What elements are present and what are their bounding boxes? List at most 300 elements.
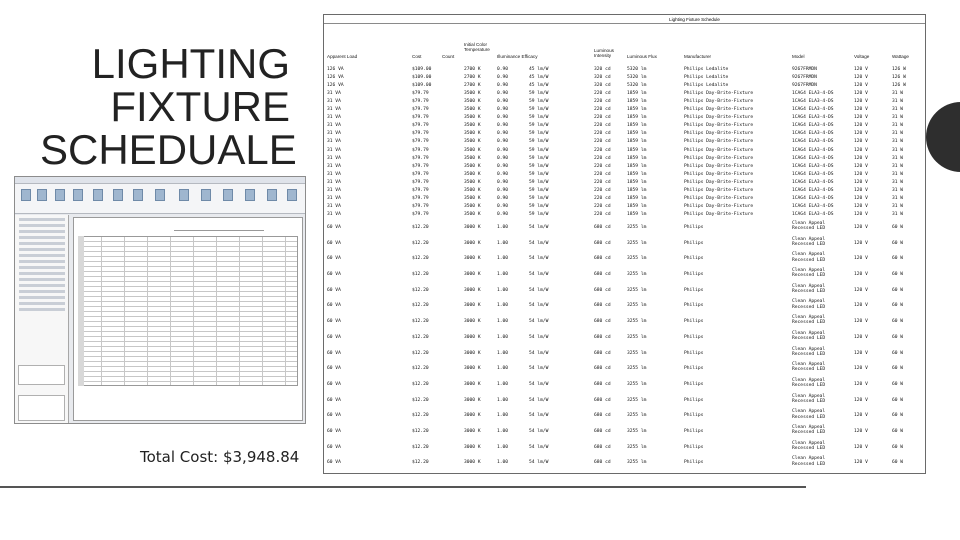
cell-lamp-factor: 1.00 <box>497 460 509 466</box>
cell-manufacturer: Philips Day-Brite-Fixture <box>684 203 754 209</box>
cell-luminous-intensity: 680 cd <box>594 429 611 435</box>
cell-voltage: 120 V <box>854 139 868 145</box>
cell-cost: $12.20 <box>412 224 429 230</box>
cell-cost: $12.20 <box>412 444 429 450</box>
cell-voltage: 120 V <box>854 67 868 72</box>
cell-model: Clean Appeal Recessed LED <box>792 409 826 420</box>
cell-luminous-intensity: 680 cd <box>594 303 611 309</box>
cell-apparent-load: 31 VA <box>327 171 341 177</box>
cell-luminous-intensity: 220 cd <box>594 187 611 193</box>
table-row <box>324 187 924 195</box>
cell-illuminance-efficacy: 59 lm/W <box>529 211 549 217</box>
cell-wattage: 60 W <box>892 334 904 340</box>
cell-luminous-flux: 3255 lm <box>627 240 647 246</box>
cell-luminous-flux: 3255 lm <box>627 429 647 435</box>
cell-cost: $79.79 <box>412 179 429 185</box>
cell-color-temperature: 3000 K <box>464 334 481 340</box>
table-row <box>324 195 924 203</box>
cell-voltage: 120 V <box>854 195 868 201</box>
cell-color-temperature: 3500 K <box>464 163 481 169</box>
cell-cost: $12.20 <box>412 460 429 466</box>
cell-color-temperature: 3500 K <box>464 99 481 105</box>
cell-lamp-factor: 0.90 <box>497 179 509 185</box>
cell-manufacturer: Philips Day-Brite-Fixture <box>684 163 754 169</box>
cell-voltage: 120 V <box>854 350 868 356</box>
cell-apparent-load: 31 VA <box>327 123 341 129</box>
cell-lamp-factor: 0.90 <box>497 67 509 72</box>
cell-manufacturer: Philips <box>684 287 704 293</box>
cell-apparent-load: 60 VA <box>327 350 341 356</box>
cell-manufacturer: Philips Day-Brite-Fixture <box>684 131 754 137</box>
cell-lamp-factor: 0.90 <box>497 83 509 89</box>
cell-luminous-intensity: 680 cd <box>594 224 611 230</box>
cell-manufacturer: Philips Day-Brite-Fixture <box>684 171 754 177</box>
cell-voltage: 120 V <box>854 287 868 293</box>
cell-illuminance-efficacy: 54 lm/W <box>529 381 549 387</box>
cell-manufacturer: Philips Day-Brite-Fixture <box>684 139 754 145</box>
cell-illuminance-efficacy: 59 lm/W <box>529 99 549 105</box>
cell-illuminance-efficacy: 59 lm/W <box>529 163 549 169</box>
cell-wattage: 31 W <box>892 155 904 161</box>
cell-luminous-flux: 3255 lm <box>627 350 647 356</box>
cell-color-temperature: 3000 K <box>464 319 481 325</box>
cell-model: 9267FRMDN <box>792 75 817 81</box>
cell-manufacturer: Philips <box>684 319 704 325</box>
cell-illuminance-efficacy: 59 lm/W <box>529 115 549 121</box>
cell-luminous-intensity: 320 cd <box>594 75 611 81</box>
cell-model: Clean Appeal Recessed LED <box>792 440 826 451</box>
cell-color-temperature: 3000 K <box>464 256 481 262</box>
cell-voltage: 120 V <box>854 163 868 169</box>
cell-model: 1CAG4 ELA3-4-DS <box>792 123 834 129</box>
table-row <box>324 360 924 376</box>
cell-lamp-factor: 0.90 <box>497 91 509 97</box>
cell-lamp-factor: 0.90 <box>497 75 509 81</box>
cell-voltage: 120 V <box>854 444 868 450</box>
cell-model: Clean Appeal Recessed LED <box>792 377 826 389</box>
revit-titlebar <box>15 177 305 184</box>
cell-voltage: 120 V <box>854 91 868 97</box>
cell-apparent-load: 60 VA <box>327 381 341 387</box>
table-row <box>324 439 924 455</box>
cell-cost: $12.20 <box>412 256 429 262</box>
cell-color-temperature: 3500 K <box>464 115 481 121</box>
cell-model: 9267FRMDN <box>792 67 817 72</box>
cell-apparent-load: 60 VA <box>327 397 341 403</box>
cell-wattage: 31 W <box>892 131 904 137</box>
cell-color-temperature: 3000 K <box>464 303 481 309</box>
table-row <box>324 155 924 163</box>
cell-voltage: 120 V <box>854 366 868 372</box>
revit-schedule-view <box>73 217 303 421</box>
bottom-divider <box>0 486 806 488</box>
table-row <box>324 211 924 219</box>
cell-voltage: 120 V <box>854 319 868 325</box>
revit-row-header <box>78 236 84 386</box>
cell-color-temperature: 3500 K <box>464 171 481 177</box>
cell-luminous-flux: 5320 lm <box>627 67 647 72</box>
cell-illuminance-efficacy: 45 lm/W <box>529 75 549 81</box>
cell-manufacturer: Philips Day-Brite-Fixture <box>684 91 754 97</box>
cell-apparent-load: 60 VA <box>327 319 341 325</box>
header-manufacturer: Manufacturer <box>684 54 712 59</box>
cell-color-temperature: 3000 K <box>464 444 481 450</box>
cell-voltage: 120 V <box>854 147 868 153</box>
cell-illuminance-efficacy: 59 lm/W <box>529 187 549 193</box>
cell-manufacturer: Philips <box>684 381 704 387</box>
cell-cost: $79.79 <box>412 187 429 193</box>
cell-cost: $79.79 <box>412 91 429 97</box>
header-color-temperature: Initial Color Temperature <box>464 42 490 53</box>
cell-manufacturer: Philips <box>684 444 704 450</box>
cell-model: Clean Appeal Recessed LED <box>792 393 826 404</box>
cell-lamp-factor: 0.90 <box>497 171 509 177</box>
cell-manufacturer: Philips Day-Brite-Fixture <box>684 147 754 153</box>
cell-luminous-intensity: 680 cd <box>594 256 611 262</box>
cell-color-temperature: 3000 K <box>464 413 481 419</box>
cell-manufacturer: Philips <box>684 397 704 403</box>
cell-wattage: 60 W <box>892 444 904 450</box>
cell-luminous-intensity: 220 cd <box>594 179 611 185</box>
cell-luminous-intensity: 680 cd <box>594 272 611 278</box>
cell-cost: $79.79 <box>412 139 429 145</box>
cell-manufacturer: Philips <box>684 366 704 372</box>
slide-title <box>40 40 297 173</box>
cell-wattage: 31 W <box>892 123 904 129</box>
cell-illuminance-efficacy: 45 lm/W <box>529 83 549 89</box>
cell-apparent-load: 31 VA <box>327 155 341 161</box>
cell-manufacturer: Philips Day-Brite-Fixture <box>684 179 754 185</box>
cell-manufacturer: Philips <box>684 240 704 246</box>
cell-wattage: 126 W <box>892 67 906 72</box>
cell-voltage: 120 V <box>854 272 868 278</box>
cell-voltage: 120 V <box>854 171 868 177</box>
cell-wattage: 60 W <box>892 319 904 325</box>
table-row <box>324 313 924 329</box>
cell-lamp-factor: 1.00 <box>497 334 509 340</box>
cell-lamp-factor: 0.90 <box>497 115 509 121</box>
cell-luminous-flux: 1859 lm <box>627 91 647 97</box>
table-row <box>324 250 924 266</box>
cell-model: 1CAG4 ELA3-4-DS <box>792 91 834 97</box>
table-row <box>324 345 924 361</box>
table-row <box>324 138 924 146</box>
table-row <box>324 203 924 211</box>
cell-wattage: 31 W <box>892 91 904 97</box>
cell-apparent-load: 31 VA <box>327 115 341 121</box>
cell-luminous-flux: 3255 lm <box>627 287 647 293</box>
cell-model: Clean Appeal Recessed LED <box>792 330 826 342</box>
cell-lamp-factor: 1.00 <box>497 224 509 230</box>
cell-apparent-load: 60 VA <box>327 240 341 246</box>
cell-wattage: 31 W <box>892 115 904 121</box>
cell-lamp-factor: 0.90 <box>497 139 509 145</box>
cell-color-temperature: 2700 K <box>464 67 481 72</box>
cell-color-temperature: 3000 K <box>464 224 481 230</box>
cell-voltage: 120 V <box>854 155 868 161</box>
cell-luminous-flux: 1859 lm <box>627 187 647 193</box>
table-row <box>324 171 924 179</box>
cell-model: Clean Appeal Recessed LED <box>792 299 826 310</box>
cell-lamp-factor: 0.90 <box>497 107 509 113</box>
cell-manufacturer: Philips Day-Brite-Fixture <box>684 211 754 217</box>
cell-color-temperature: 3500 K <box>464 187 481 193</box>
cell-color-temperature: 3500 K <box>464 155 481 161</box>
header-count: Count <box>442 54 455 59</box>
cell-luminous-intensity: 680 cd <box>594 319 611 325</box>
cell-apparent-load: 60 VA <box>327 444 341 450</box>
cell-lamp-factor: 0.90 <box>497 187 509 193</box>
cell-lamp-factor: 0.90 <box>497 131 509 137</box>
cell-cost: $12.20 <box>412 287 429 293</box>
table-row <box>324 235 924 251</box>
cell-model: Clean Appeal Recessed LED <box>792 362 826 373</box>
cell-color-temperature: 2700 K <box>464 75 481 81</box>
cell-color-temperature: 3500 K <box>464 139 481 145</box>
cell-illuminance-efficacy: 59 lm/W <box>529 91 549 97</box>
cell-luminous-flux: 1859 lm <box>627 211 647 217</box>
cell-luminous-intensity: 220 cd <box>594 139 611 145</box>
cell-color-temperature: 3000 K <box>464 460 481 466</box>
cell-apparent-load: 60 VA <box>327 256 341 262</box>
cell-voltage: 120 V <box>854 429 868 435</box>
cell-wattage: 60 W <box>892 381 904 387</box>
table-row <box>324 423 924 439</box>
cell-model: Clean Appeal Recessed LED <box>792 220 826 232</box>
cell-lamp-factor: 0.90 <box>497 155 509 161</box>
cell-voltage: 120 V <box>854 413 868 419</box>
cell-lamp-factor: 1.00 <box>497 319 509 325</box>
cell-illuminance-efficacy: 54 lm/W <box>529 460 549 466</box>
table-row <box>324 163 924 171</box>
cell-model: Clean Appeal Recessed LED <box>792 283 826 294</box>
cell-illuminance-efficacy: 59 lm/W <box>529 131 549 137</box>
cell-color-temperature: 3000 K <box>464 381 481 387</box>
cell-manufacturer: Philips Day-Brite-Fixture <box>684 195 754 201</box>
cell-illuminance-efficacy: 54 lm/W <box>529 287 549 293</box>
cell-manufacturer: Philips <box>684 429 704 435</box>
cell-voltage: 120 V <box>854 83 868 89</box>
cell-cost: $79.79 <box>412 171 429 177</box>
cell-lamp-factor: 0.90 <box>497 123 509 129</box>
cell-manufacturer: Philips <box>684 413 704 419</box>
cell-manufacturer: Philips <box>684 256 704 262</box>
cell-manufacturer: Philips <box>684 350 704 356</box>
cell-illuminance-efficacy: 54 lm/W <box>529 240 549 246</box>
cell-voltage: 120 V <box>854 334 868 340</box>
cell-apparent-load: 31 VA <box>327 91 341 97</box>
cell-model: 1CAG4 ELA3-4-DS <box>792 155 834 161</box>
cell-luminous-flux: 3255 lm <box>627 366 647 372</box>
cell-color-temperature: 2700 K <box>464 83 481 89</box>
cell-illuminance-efficacy: 54 lm/W <box>529 272 549 278</box>
cell-manufacturer: Philips Day-Brite-Fixture <box>684 107 754 113</box>
cell-lamp-factor: 1.00 <box>497 287 509 293</box>
cell-wattage: 60 W <box>892 397 904 403</box>
cell-apparent-load: 60 VA <box>327 303 341 309</box>
cell-model: 1CAG4 ELA3-4-DS <box>792 171 834 177</box>
cell-cost: $79.79 <box>412 131 429 137</box>
cell-cost: $79.79 <box>412 211 429 217</box>
cell-voltage: 120 V <box>854 256 868 262</box>
cell-color-temperature: 3500 K <box>464 211 481 217</box>
table-row <box>324 130 924 138</box>
table-row <box>324 376 924 392</box>
revit-ribbon <box>15 184 305 214</box>
cell-luminous-intensity: 220 cd <box>594 91 611 97</box>
cell-lamp-factor: 0.90 <box>497 203 509 209</box>
cell-illuminance-efficacy: 54 lm/W <box>529 224 549 230</box>
cell-wattage: 60 W <box>892 460 904 466</box>
table-row <box>324 66 924 74</box>
header-luminous-intensity: Luminous Intensity <box>594 48 614 59</box>
header-voltage: Voltage <box>854 54 870 59</box>
cell-color-temperature: 3500 K <box>464 203 481 209</box>
cell-manufacturer: Philips Day-Brite-Fixture <box>684 123 754 129</box>
cell-illuminance-efficacy: 54 lm/W <box>529 334 549 340</box>
cell-color-temperature: 3500 K <box>464 147 481 153</box>
table-row <box>324 266 924 282</box>
cell-model: Clean Appeal Recessed LED <box>792 456 826 467</box>
cell-lamp-factor: 1.00 <box>497 303 509 309</box>
cell-voltage: 120 V <box>854 123 868 129</box>
lighting-fixture-schedule <box>323 14 926 474</box>
cell-manufacturer: Philips Day-Brite-Fixture <box>684 155 754 161</box>
cell-lamp-factor: 1.00 <box>497 444 509 450</box>
schedule-header <box>324 24 925 60</box>
cell-wattage: 31 W <box>892 139 904 145</box>
cell-model: Clean Appeal Recessed LED <box>792 346 826 357</box>
cell-voltage: 120 V <box>854 203 868 209</box>
cell-model: 1CAG4 ELA3-4-DS <box>792 107 834 113</box>
cell-wattage: 60 W <box>892 429 904 435</box>
cell-apparent-load: 126 VA <box>327 75 344 81</box>
cell-cost: $109.00 <box>412 75 432 81</box>
cell-illuminance-efficacy: 59 lm/W <box>529 147 549 153</box>
slide-title-line-3: SCHEDUALE <box>40 126 297 173</box>
cell-luminous-flux: 1859 lm <box>627 131 647 137</box>
cell-apparent-load: 60 VA <box>327 287 341 293</box>
header-model: Model <box>792 54 805 59</box>
cell-luminous-intensity: 220 cd <box>594 203 611 209</box>
table-row <box>324 98 924 106</box>
cell-wattage: 60 W <box>892 366 904 372</box>
cell-luminous-flux: 1859 lm <box>627 203 647 209</box>
cell-illuminance-efficacy: 59 lm/W <box>529 171 549 177</box>
cell-model: Clean Appeal Recessed LED <box>792 236 826 247</box>
header-apparent-load: Apparent Load <box>327 54 358 59</box>
header-luminous-flux: Luminous Flux <box>627 54 657 59</box>
cell-wattage: 60 W <box>892 287 904 293</box>
cell-luminous-intensity: 220 cd <box>594 155 611 161</box>
cell-wattage: 60 W <box>892 240 904 246</box>
cell-apparent-load: 31 VA <box>327 139 341 145</box>
table-row <box>324 282 924 298</box>
cell-lamp-factor: 0.90 <box>497 147 509 153</box>
cell-color-temperature: 3500 K <box>464 107 481 113</box>
cell-wattage: 31 W <box>892 203 904 209</box>
cell-illuminance-efficacy: 54 lm/W <box>529 319 549 325</box>
cell-luminous-flux: 1859 lm <box>627 147 647 153</box>
cell-model: 1CAG4 ELA3-4-DS <box>792 131 834 137</box>
cell-manufacturer: Philips Ledalite <box>684 67 729 72</box>
cell-luminous-flux: 3255 lm <box>627 303 647 309</box>
cell-model: 1CAG4 ELA3-4-DS <box>792 179 834 185</box>
cell-lamp-factor: 1.00 <box>497 350 509 356</box>
cell-apparent-load: 31 VA <box>327 195 341 201</box>
cell-model: Clean Appeal Recessed LED <box>792 425 826 436</box>
cell-wattage: 126 W <box>892 75 906 81</box>
cell-apparent-load: 60 VA <box>327 366 341 372</box>
revit-schedule-grid <box>78 236 298 386</box>
cell-apparent-load: 126 VA <box>327 67 344 72</box>
cell-luminous-flux: 3255 lm <box>627 381 647 387</box>
cell-luminous-intensity: 680 cd <box>594 413 611 419</box>
cell-illuminance-efficacy: 59 lm/W <box>529 107 549 113</box>
cell-luminous-intensity: 220 cd <box>594 123 611 129</box>
cell-wattage: 31 W <box>892 171 904 177</box>
cell-luminous-flux: 1859 lm <box>627 155 647 161</box>
cell-luminous-flux: 3255 lm <box>627 444 647 450</box>
cell-luminous-intensity: 220 cd <box>594 131 611 137</box>
cell-illuminance-efficacy: 54 lm/W <box>529 256 549 262</box>
cell-wattage: 31 W <box>892 99 904 105</box>
header-wattage: Wattage <box>892 54 909 59</box>
cell-luminous-intensity: 220 cd <box>594 99 611 105</box>
cell-illuminance-efficacy: 59 lm/W <box>529 195 549 201</box>
cell-manufacturer: Philips <box>684 334 704 340</box>
cell-model: 1CAG4 ELA3-4-DS <box>792 187 834 193</box>
cell-apparent-load: 31 VA <box>327 187 341 193</box>
cell-wattage: 60 W <box>892 413 904 419</box>
table-row <box>324 122 924 130</box>
cell-color-temperature: 3500 K <box>464 123 481 129</box>
slide-title-line-1: LIGHTING <box>91 40 290 87</box>
cell-illuminance-efficacy: 54 lm/W <box>529 397 549 403</box>
cell-cost: $12.20 <box>412 397 429 403</box>
cell-cost: $79.79 <box>412 203 429 209</box>
cell-wattage: 31 W <box>892 211 904 217</box>
cell-color-temperature: 3000 K <box>464 429 481 435</box>
cell-wattage: 31 W <box>892 195 904 201</box>
cell-color-temperature: 3000 K <box>464 397 481 403</box>
revit-project-browser <box>15 215 69 423</box>
cell-color-temperature: 3500 K <box>464 179 481 185</box>
cell-model: 1CAG4 ELA3-4-DS <box>792 139 834 145</box>
cell-voltage: 120 V <box>854 224 868 230</box>
cell-model: Clean Appeal Recessed LED <box>792 315 826 326</box>
cell-manufacturer: Philips <box>684 303 704 309</box>
cell-luminous-flux: 3255 lm <box>627 460 647 466</box>
cell-model: 1CAG4 ELA3-4-DS <box>792 163 834 169</box>
cell-model: 1CAG4 ELA3-4-DS <box>792 99 834 105</box>
cell-illuminance-efficacy: 45 lm/W <box>529 67 549 72</box>
cell-luminous-flux: 1859 lm <box>627 163 647 169</box>
cell-cost: $109.00 <box>412 67 432 72</box>
table-row <box>324 179 924 187</box>
cell-cost: $79.79 <box>412 163 429 169</box>
cell-luminous-intensity: 680 cd <box>594 350 611 356</box>
table-row <box>324 297 924 313</box>
cell-luminous-intensity: 220 cd <box>594 163 611 169</box>
cell-apparent-load: 31 VA <box>327 107 341 113</box>
cell-illuminance-efficacy: 54 lm/W <box>529 413 549 419</box>
cell-wattage: 31 W <box>892 107 904 113</box>
cell-illuminance-efficacy: 59 lm/W <box>529 123 549 129</box>
cell-model: Clean Appeal Recessed LED <box>792 252 826 263</box>
cell-illuminance-efficacy: 54 lm/W <box>529 429 549 435</box>
cell-cost: $12.20 <box>412 381 429 387</box>
